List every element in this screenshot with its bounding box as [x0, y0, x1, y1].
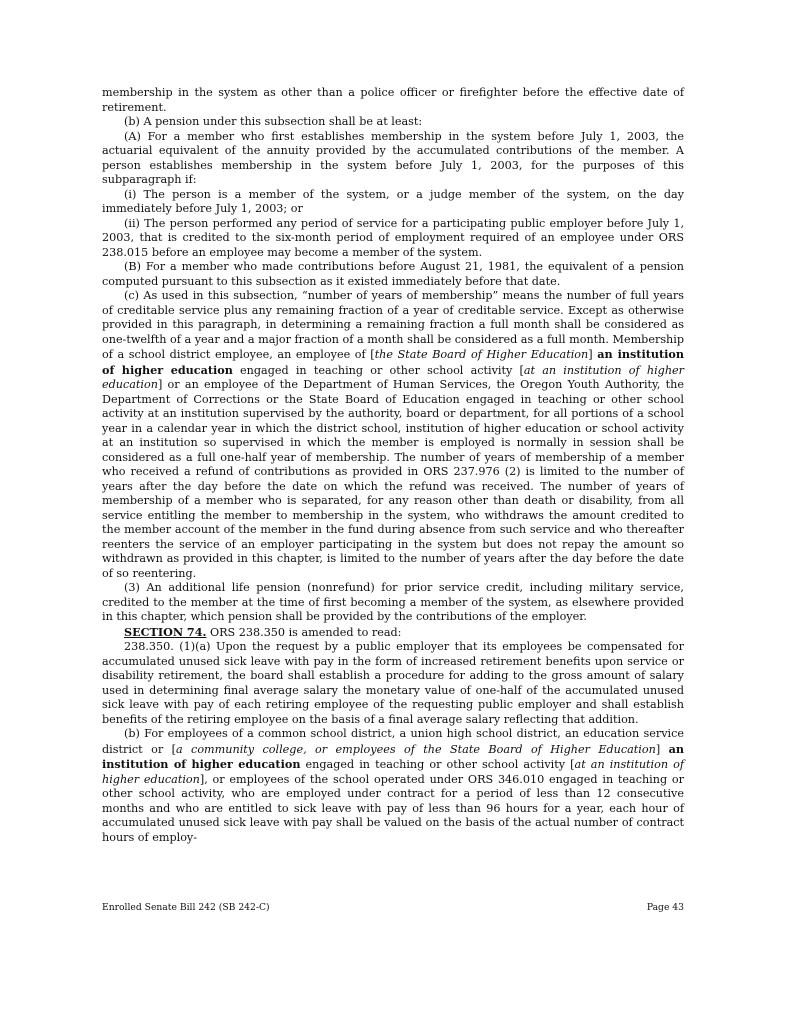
paragraph — [102, 188, 684, 217]
text-run: 238.350. (1)(a) Upon the request by a public employer that its employees be compensated for accumulated unused sick leave with pay in the form of increased retirement benefits upon service or disability retirement, the board shall establish a procedure for adding to the gross amount of salary used in determining final average salary the monetary value of one-half of the accumulated unused sick leave with pay of each retiring employee of the requesting public employer and shall establish benefits of the retiring employee on the basis of a final average salary reflecting that addition. — [102, 640, 684, 726]
footer-bill-title: Enrolled Senate Bill 242 (SB 242-C) — [102, 902, 270, 913]
paragraph — [102, 115, 684, 130]
paragraph — [102, 727, 684, 845]
deleted-italic-text: the State Board of Higher Education — [374, 348, 589, 361]
text-run: ] or an employee of the Department of Human Services, the Oregon Youth Authority, the Department of Corrections or the State Board of Education engaged in teaching or other school activity at an institution supervised by the authority, board or department, for all portions of a school year in a calendar year in which the district school, institution of higher education or school activity at an institution so supervised in which the member is employed is normally in session shall be considered as a full one-half year of membership. The number of years of membership of a member who received a refund of contributions as provided in ORS 237.976 (2) is limited to the number of years after the day before the date on which the refund was received. The number of years of membership of a member who is separated, for any reason other than death or disability, from all service entitling the member to membership in the system, who withdraws the amount credited to the member account of the member in the fund during absence from such service and who thereafter reenters the service of an employer participating in the system but does not repay the amount so withdrawn as provided in this chapter, is limited to the number of years after the day before the date of so reentering. — [102, 378, 684, 580]
text-run: (c) As used in this subsection, “number of years of membership” means the number of full years of creditable service plus any remaining fraction of a year of creditable service. Except as otherwise provided in this paragraph, in determining a remaining fraction a full month shall be considered as one-twelfth of a year and a major fraction of a month shall be considered as a full month. Membership of a school district employee, an employee of [ — [102, 289, 684, 361]
text-run: (ii) The person performed any period of service for a participating public employer before July 1, 2003, that is credited to the six-month period of employment required of an employee under ORS 238.015 before an employee may become a member of the system. — [102, 216, 684, 259]
text-run: membership in the system as other than a police officer or firefighter before the effective date of retirement. — [102, 86, 684, 114]
paragraph — [102, 640, 684, 727]
text-run: engaged in teaching or other school activity [ — [300, 758, 575, 771]
deleted-italic-text: at an institution of higher education — [102, 758, 685, 786]
amended-bold-text: an institution of higher education — [102, 741, 685, 771]
paragraph — [102, 289, 684, 581]
text-run: (A) For a member who first establishes membership in the system before July 1, 2003, the actuarial equivalent of the annuity provided by the accumulated contributions of the member. A person establishes membership in the system before July 1, 2003, for the purposes of this subparagraph if: — [102, 129, 684, 186]
text-run: (3) An additional life pension (nonrefund) for prior service credit, including military service, credited to the member at the time of first becoming a member of the system, as elsewhere provided in this chapter, which pension shall be provided by the contributions of the employer. — [102, 581, 684, 623]
text-run: ], or employees of the school operated under ORS 346.010 engaged in teaching or other school activity, who are employed under contract for a period of less than 12 consecutive months and who are entitled to sick leave with pay of less than 96 hours for a year, each hour of accumulated unused sick leave with pay shall be valued on the basis of the actual number of contract hours of employ- — [102, 772, 684, 844]
section-heading: SECTION 74. — [124, 624, 207, 639]
text-run: (b) A pension under this subsection shall be at least: — [124, 115, 423, 128]
text-run: ] — [655, 742, 669, 756]
paragraph — [102, 86, 684, 115]
paragraph — [102, 625, 684, 641]
paragraph — [102, 217, 684, 261]
paragraph — [102, 130, 684, 188]
footer-page-number: Page 43 — [646, 902, 684, 913]
page-footer — [102, 902, 684, 916]
text-run: ] — [588, 348, 598, 361]
paragraph — [102, 260, 684, 289]
text-run: ORS 238.350 is amended to read: — [206, 625, 402, 639]
text-run: (b) For employees of a common school district, a union high school district, an education service district or [ — [102, 727, 684, 756]
amended-bold-text: an institution of higher education — [102, 347, 685, 377]
document-body — [102, 86, 684, 845]
paragraph — [102, 581, 684, 625]
text-run: engaged in teaching or other school activity [ — [232, 363, 524, 377]
text-run: (i) The person is a member of the system, or a judge member of the system, on the day immediately before July 1, 2003; or — [102, 187, 684, 215]
deleted-italic-text: a community college, or employees of the State Board of Higher Education — [175, 742, 656, 756]
text-run: (B) For a member who made contributions before August 21, 1981, the equivalent of a pension computed pursuant to this subsection as it existed immediately before that date. — [102, 260, 684, 288]
deleted-italic-text: at an institution of higher education — [102, 363, 684, 391]
